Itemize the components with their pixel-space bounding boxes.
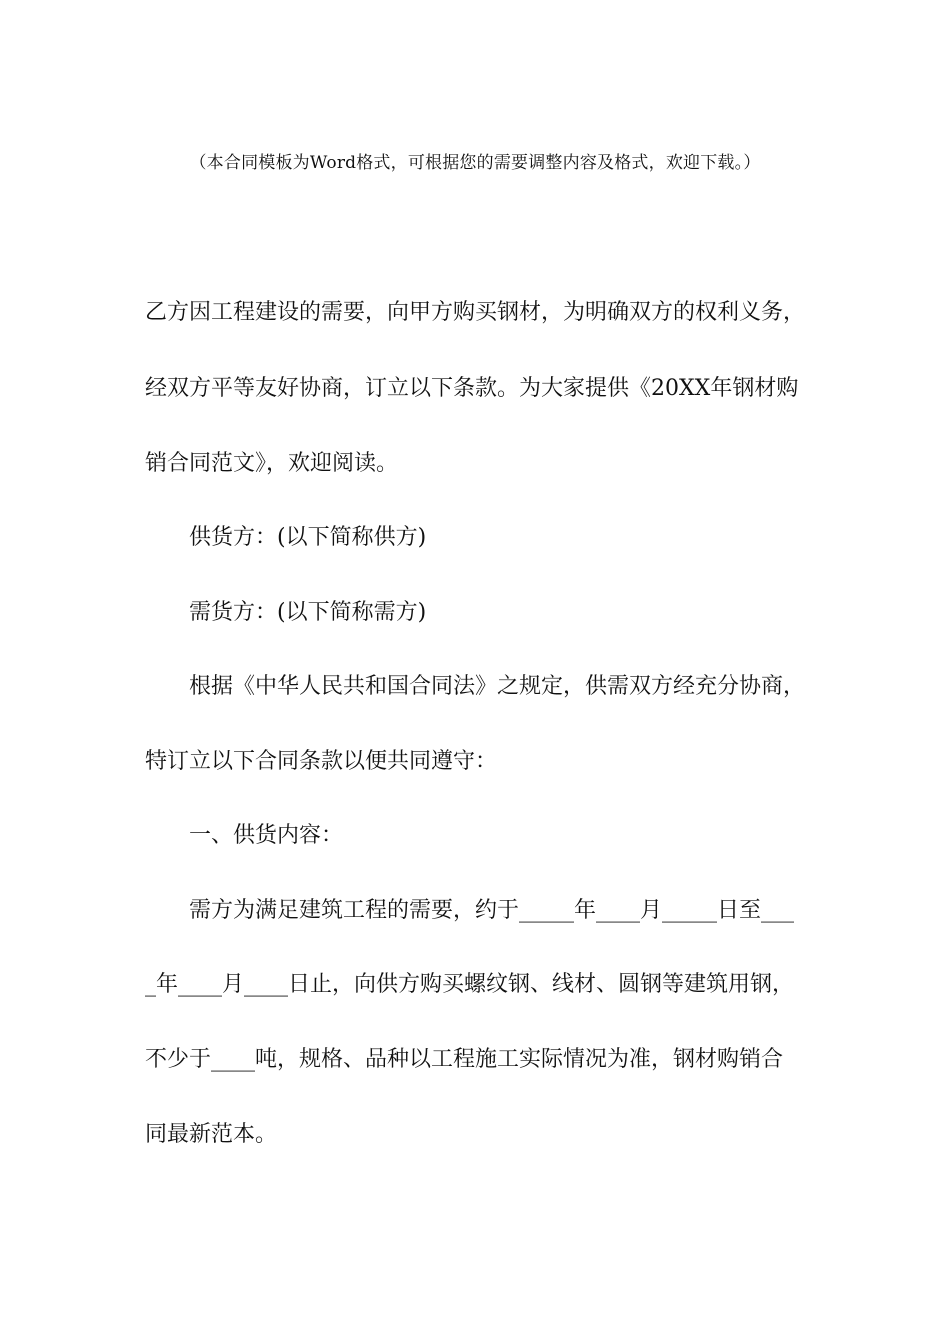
body-line-1: 乙方因工程建设的需要，向甲方购买钢材，为明确双方的权利义务，	[145, 300, 806, 325]
body-line-2: 经双方平等友好协商，订立以下条款。为大家提供《20XX年钢材购	[145, 376, 799, 401]
template-notice: （本合同模板为Word格式，可根据您的需要调整内容及格式，欢迎下载。）	[189, 153, 761, 173]
body-line-10: _年____月____日止，向供方购买螺纹钢、线材、圆钢等建筑用钢，	[145, 972, 795, 997]
buyer-line: 需货方：(以下简称需方)	[189, 600, 427, 625]
supplier-line: 供货方：(以下简称供方)	[189, 525, 427, 550]
body-line-7: 特订立以下合同条款以便共同遵守：	[145, 749, 498, 774]
body-line-9: 需方为满足建筑工程的需要，约于_____年____月_____日至___	[189, 898, 795, 923]
body-line-6: 根据《中华人民共和国合同法》之规定，供需双方经充分协商，	[189, 674, 806, 699]
section-heading-supply: 一、供货内容：	[189, 823, 344, 848]
body-line-12: 同最新范本。	[145, 1122, 278, 1147]
body-line-3: 销合同范文》，欢迎阅读。	[145, 451, 399, 476]
body-line-11: 不少于____吨，规格、品种以工程施工实际情况为准，钢材购销合	[145, 1047, 784, 1072]
